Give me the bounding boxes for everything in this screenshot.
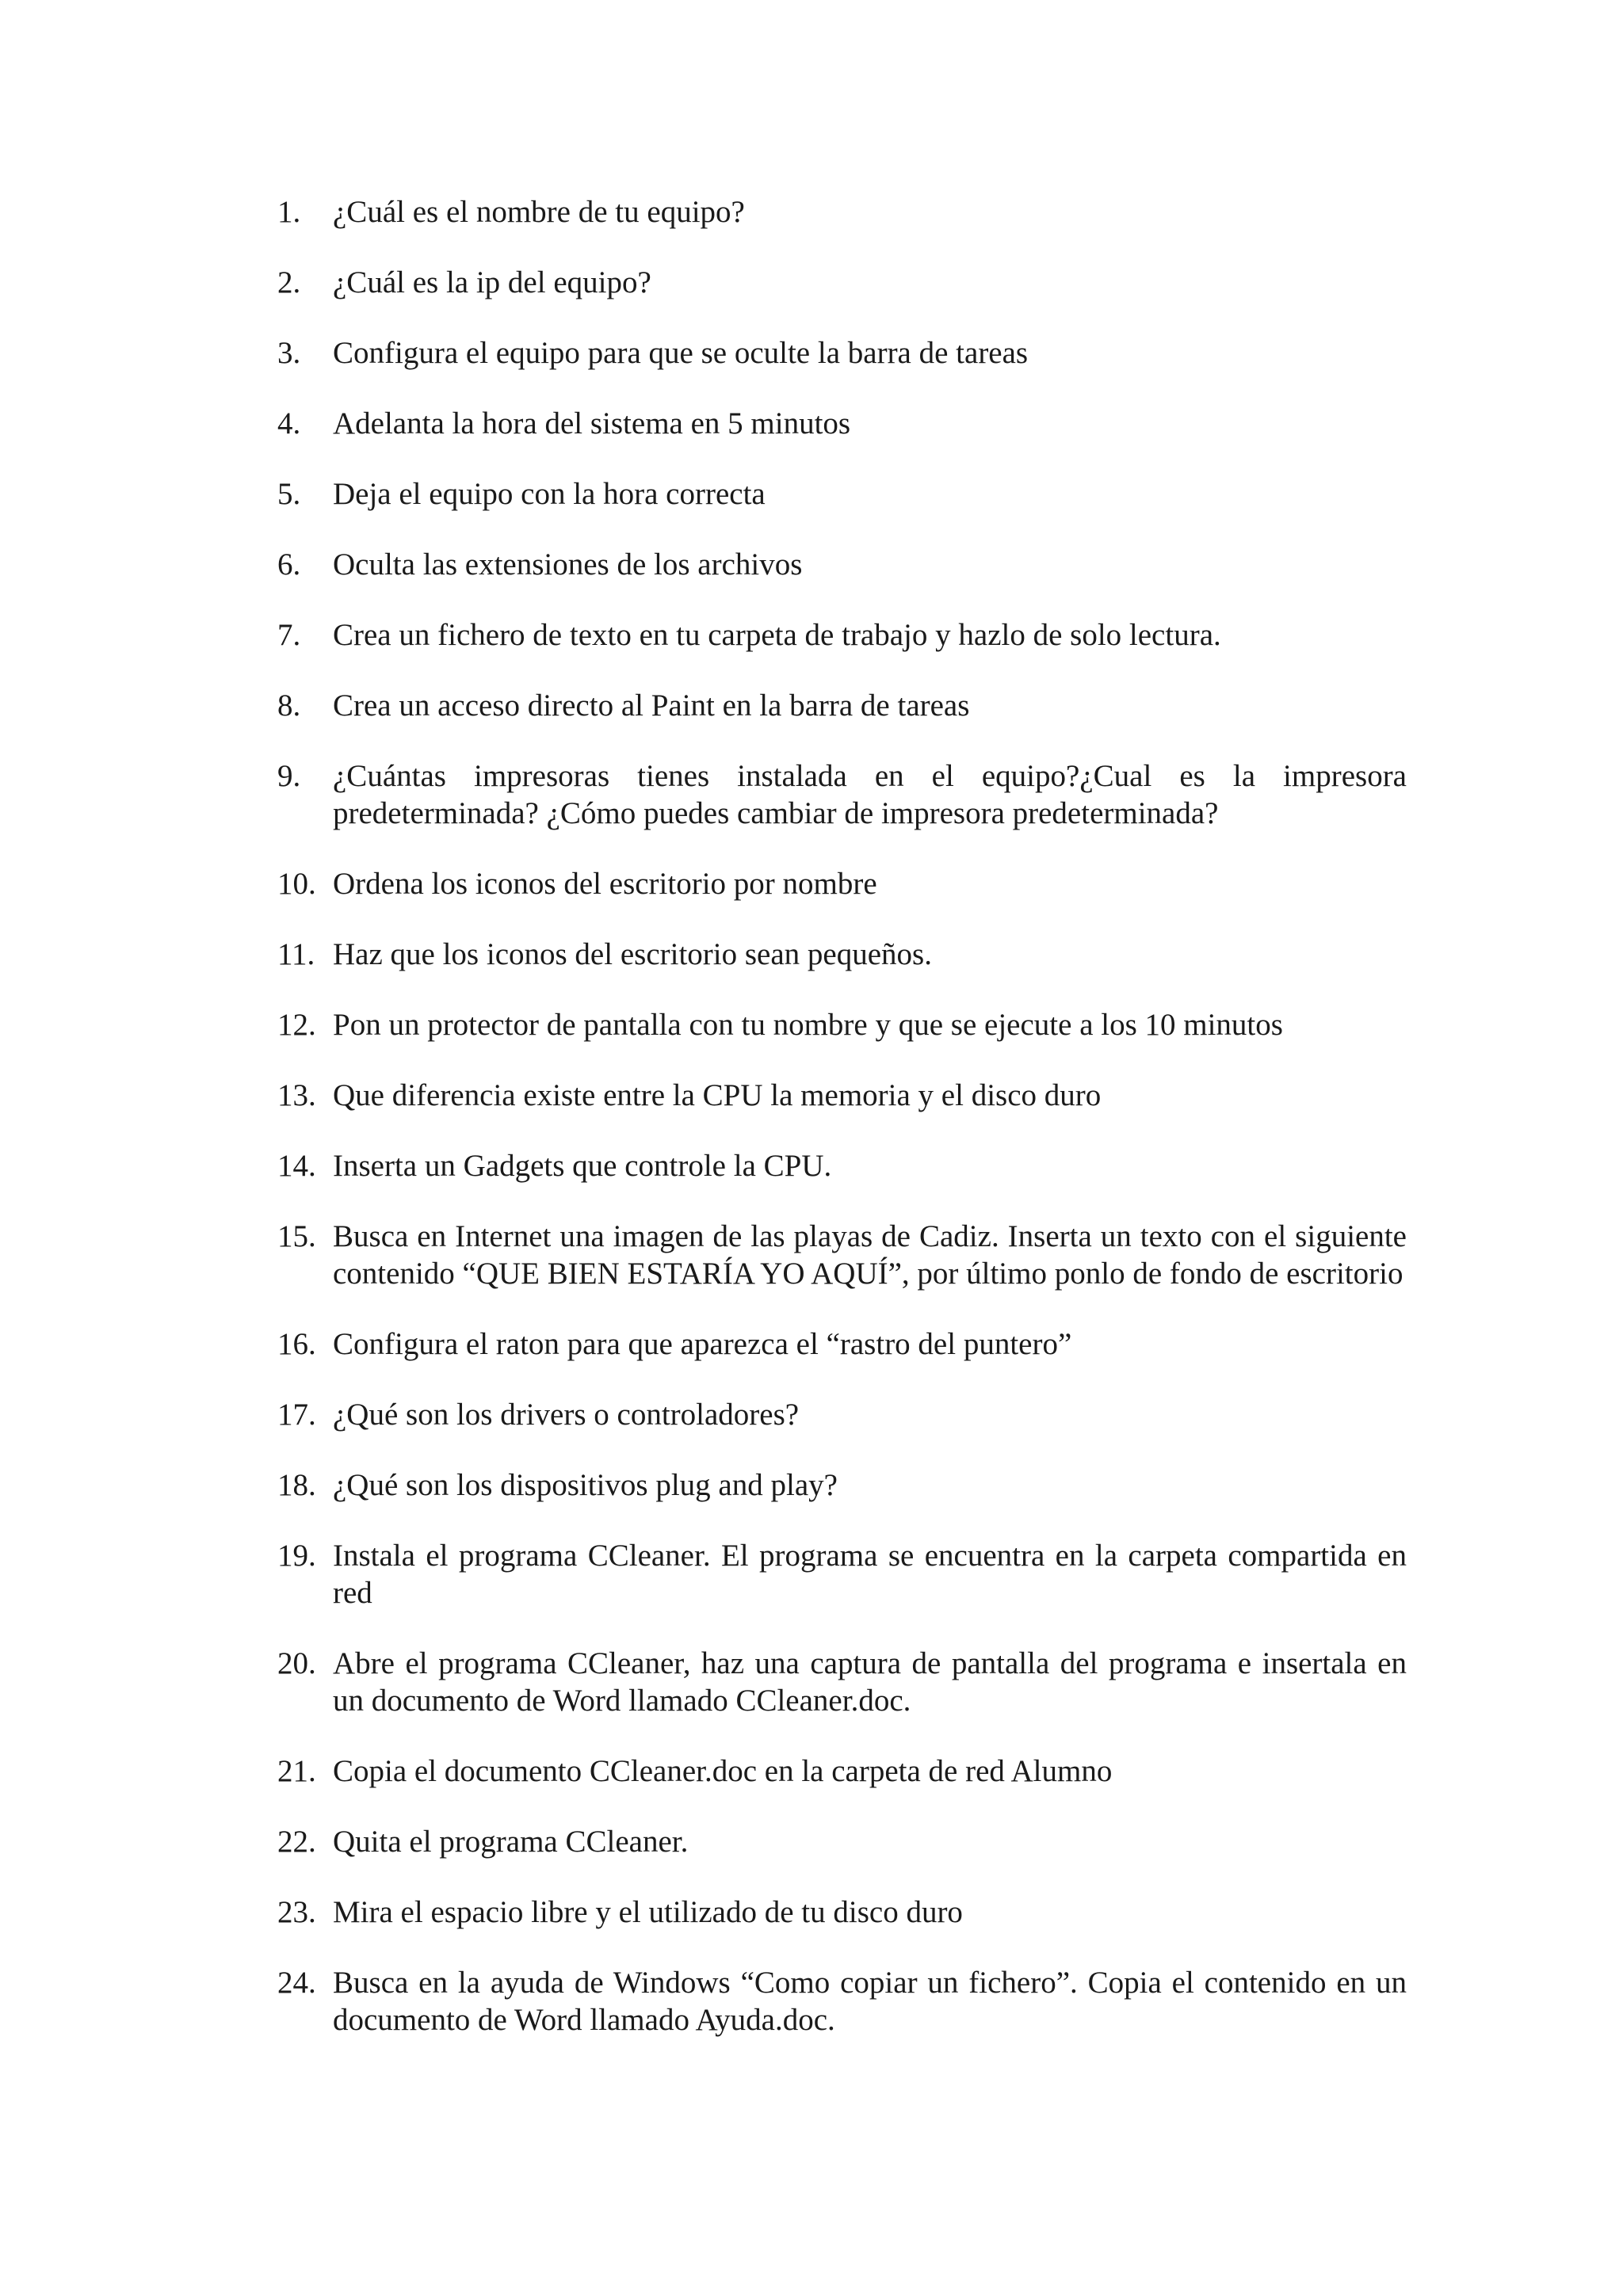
task-number: 11. — [277, 937, 315, 971]
task-item — [277, 757, 1407, 832]
task-item — [277, 546, 1407, 583]
task-text: Oculta las extensiones de los archivos — [333, 547, 803, 582]
task-text: Quita el programa CCleaner. — [333, 1825, 689, 1859]
task-text: Mira el espacio libre y el utilizado de tu disco duro — [333, 1895, 963, 1929]
task-text: Adelanta la hora del sistema en 5 minutos — [333, 406, 851, 441]
task-list — [277, 193, 1407, 2072]
task-item — [277, 1006, 1407, 1043]
task-text: Deja el equipo con la hora correcta — [333, 477, 766, 511]
task-text: Configura el equipo para que se oculte la barra de tareas — [333, 336, 1029, 370]
task-text: Crea un fichero de texto en tu carpeta de trabajo y hazlo de solo lectura. — [333, 618, 1221, 652]
task-number: 18. — [277, 1468, 316, 1502]
task-number: 6. — [277, 547, 301, 582]
task-item — [277, 865, 1407, 902]
task-item — [277, 1823, 1407, 1860]
task-item — [277, 1894, 1407, 1931]
task-text: Copia el documento CCleaner.doc en la carpeta de red Alumno — [333, 1754, 1113, 1788]
task-text: Busca en la ayuda de Windows “Como copiar un fichero”. Copia el contenido en un documento de Word llamado Ayuda.doc. — [333, 1966, 1407, 2037]
task-item — [277, 1077, 1407, 1114]
task-text: ¿Cuál es el nombre de tu equipo? — [333, 195, 745, 229]
task-number: 22. — [277, 1825, 316, 1859]
task-item — [277, 687, 1407, 724]
task-number: 12. — [277, 1008, 316, 1042]
task-text: ¿Cuál es la ip del equipo? — [333, 265, 651, 299]
task-number: 16. — [277, 1327, 316, 1361]
task-item — [277, 405, 1407, 442]
task-item — [277, 616, 1407, 654]
task-text: Inserta un Gadgets que controle la CPU. — [333, 1149, 832, 1183]
task-item — [277, 1964, 1407, 2039]
task-item — [277, 1537, 1407, 1611]
task-number: 24. — [277, 1966, 316, 2000]
task-item — [277, 264, 1407, 301]
task-number: 9. — [277, 759, 301, 793]
task-number: 15. — [277, 1219, 316, 1253]
task-item — [277, 193, 1407, 231]
task-number: 23. — [277, 1895, 316, 1929]
task-item — [277, 1396, 1407, 1433]
task-number: 13. — [277, 1078, 316, 1112]
task-number: 5. — [277, 477, 301, 511]
task-text: Crea un acceso directo al Paint en la barra de tareas — [333, 688, 970, 723]
task-item — [277, 1325, 1407, 1363]
task-item — [277, 1147, 1407, 1184]
task-number: 8. — [277, 688, 301, 723]
task-item — [277, 1753, 1407, 1790]
task-text: Haz que los iconos del escritorio sean pequeños. — [333, 937, 932, 971]
task-number: 4. — [277, 406, 301, 441]
task-text: Busca en Internet una imagen de las playas de Cadiz. Inserta un texto con el siguiente contenido “QUE BIEN ESTARÍA YO AQUÍ”, por último ponlo de fondo de escritorio — [333, 1219, 1407, 1291]
task-text: Que diferencia existe entre la CPU la memoria y el disco duro — [333, 1078, 1102, 1112]
task-text: Abre el programa CCleaner, haz una captura de pantalla del programa e insertala en un documento de Word llamado CCleaner.doc. — [333, 1646, 1407, 1718]
task-item — [277, 475, 1407, 513]
task-text: Configura el raton para que aparezca el “rastro del puntero” — [333, 1327, 1072, 1361]
task-text: Pon un protector de pantalla con tu nombre y que se ejecute a los 10 minutos — [333, 1008, 1283, 1042]
task-item — [277, 1645, 1407, 1719]
task-item — [277, 936, 1407, 973]
task-number: 10. — [277, 867, 316, 901]
task-number: 19. — [277, 1539, 316, 1573]
task-text: ¿Qué son los dispositivos plug and play? — [333, 1468, 838, 1502]
task-number: 17. — [277, 1398, 316, 1432]
task-number: 7. — [277, 618, 301, 652]
task-number: 21. — [277, 1754, 316, 1788]
task-item — [277, 334, 1407, 372]
task-text: ¿Cuántas impresoras tienes instalada en el equipo?¿Cual es la impresora predeterminada? ¿Cómo puedes cambiar de impresora predeterminada? — [333, 759, 1407, 830]
task-text: Instala el programa CCleaner. El programa se encuentra en la carpeta compartida en red — [333, 1539, 1407, 1610]
task-number: 3. — [277, 336, 301, 370]
task-number: 2. — [277, 265, 301, 299]
task-number: 20. — [277, 1646, 316, 1680]
task-number: 1. — [277, 195, 301, 229]
task-text: Ordena los iconos del escritorio por nombre — [333, 867, 877, 901]
task-item — [277, 1466, 1407, 1504]
task-number: 14. — [277, 1149, 316, 1183]
task-item — [277, 1218, 1407, 1292]
task-text: ¿Qué son los drivers o controladores? — [333, 1398, 800, 1432]
